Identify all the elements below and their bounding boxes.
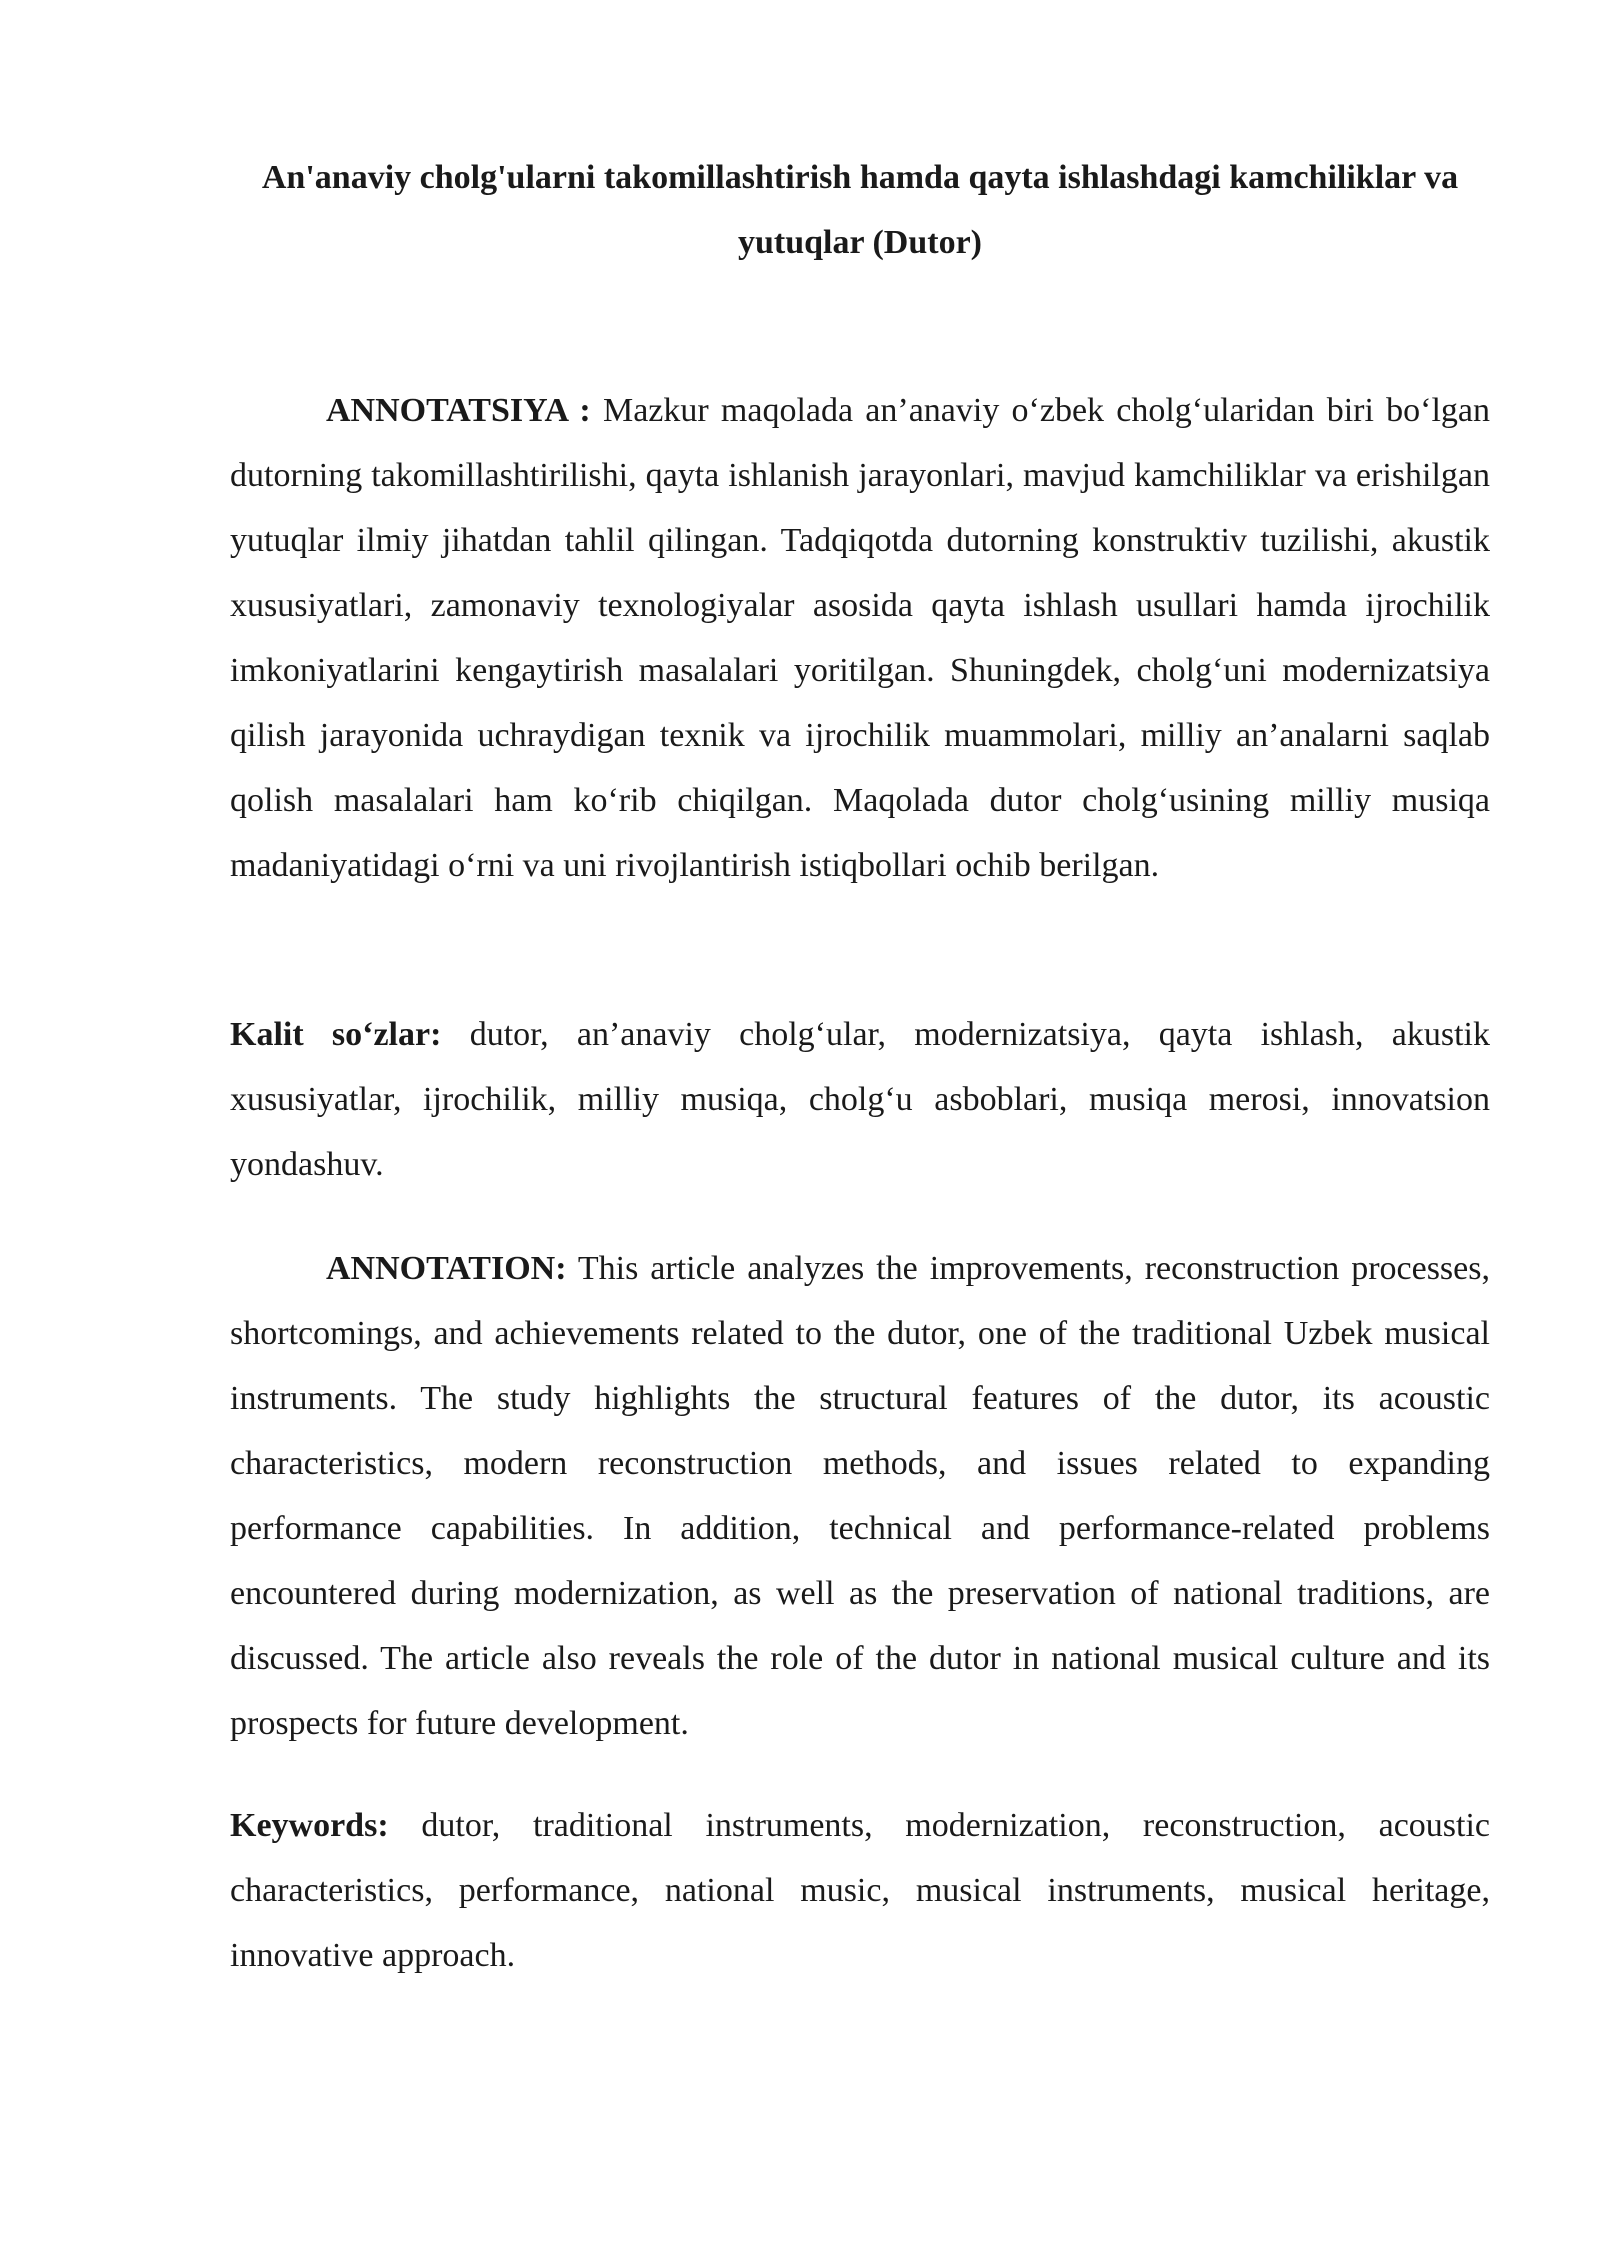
kalit-sozlar-label: Kalit so‘zlar: <box>230 1016 442 1053</box>
annotatsiya-paragraph <box>230 378 1490 898</box>
kalit-sozlar-paragraph <box>230 1002 1490 1197</box>
annotation-text: This article analyzes the improvements, reconstruction processes, shortcomings, and achievements related to the dutor, one of the traditional Uzbek musical instruments. The study highlights the structural features of the dutor, its acoustic characteristics, modern reconstruction methods, and issues related to expanding performance capabilities. In addition, technical and performance-related problems encountered during modernization, as well as the preservation of national traditions, are discussed. The article also reveals the role of the dutor in national musical culture and its prospects for future development. <box>230 1250 1490 1742</box>
keywords-label: Keywords: <box>230 1807 389 1844</box>
keywords-paragraph <box>230 1793 1490 1988</box>
annotation-label: ANNOTATION: <box>326 1250 567 1287</box>
article-title: An'anaviy cholg'ularni takomillashtirish hamda qayta ishlashdagi kamchiliklar va yutuqlar (Dutor) <box>261 159 1459 261</box>
annotatsiya-text: Mazkur maqolada an’anaviy o‘zbek cholg‘ularidan biri bo‘lgan dutorning takomillashtirilishi, qayta ishlanish jarayonlari, mavjud kamchiliklar va erishilgan yutuqlar ilmiy jihatdan tahlil qilingan. Tadqiqotda dutorning konstruktiv tuzilishi, akustik xususiyatlari, zamonaviy texnologiyalar asosida qayta ishlash usullari hamda ijrochilik imkoniyatlarini kengaytirish masalalari yoritilgan. Shuningdek, cholg‘uni modernizatsiya qilish jarayonida uchraydigan texnik va ijrochilik muammolari, milliy an’analarni saqlab qolish masalalari ham ko‘rib chiqilgan. Maqolada dutor cholg‘usining milliy musiqa madaniyatidagi o‘rni va uni rivojlantirish istiqbollari ochib berilgan. <box>230 392 1491 884</box>
annotatsiya-label: ANNOTATSIYA : <box>326 392 591 429</box>
kalit-sozlar-text: dutor, an’anaviy cholg‘ular, modernizatsiya, qayta ishlash, akustik xususiyatlar, ijrochilik, milliy musiqa, cholg‘u asboblari, musiqa merosi, innovatsion yondashuv. <box>230 1016 1491 1183</box>
annotation-paragraph <box>230 1236 1490 1756</box>
keywords-text: dutor, traditional instruments, modernization, reconstruction, acoustic characteristics, performance, national music, musical instruments, musical heritage, innovative approach. <box>230 1807 1490 1974</box>
